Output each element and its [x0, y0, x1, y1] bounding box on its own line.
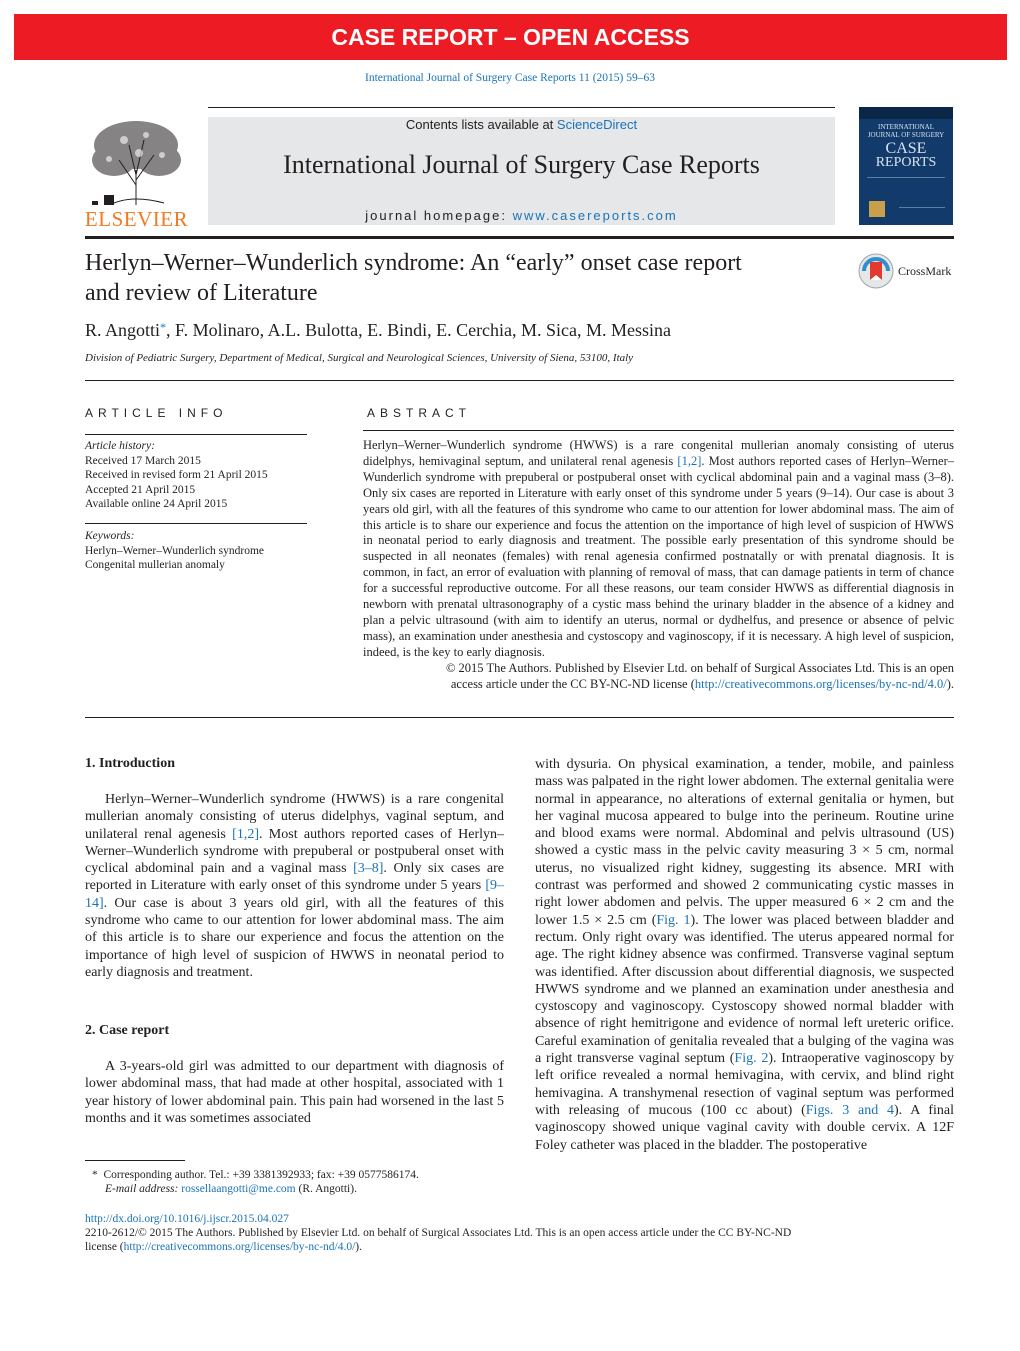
intro-part: Herlyn–Werner–Wunderlich syndrome (HWWS) is a rare congenital mullerian anomaly consisting of uterus didelphys, vaginal septum, and unilateral renal agenesis: [85, 792, 504, 842]
footnote-rule: [85, 1160, 185, 1161]
journal-homepage: [208, 208, 835, 223]
bottom-license-prefix: license (: [85, 1241, 124, 1253]
keywords: [85, 529, 310, 573]
license-suffix: ).: [946, 676, 954, 691]
journal-cover-image: [859, 107, 953, 225]
abstract-part: Herlyn–Werner–Wunderlich syndrome (HWWS) is a rare congenital mullerian anomaly consisting of uterus didelphys, hemivaginal septum, and unilateral renal agenesis: [363, 438, 954, 468]
history-received: Received 17 March 2015: [85, 454, 201, 467]
journal-citation[interactable]: International Journal of Surgery Case Reports 11 (2015) 59–63: [365, 72, 655, 84]
homepage-prefix: journal homepage:: [365, 208, 513, 223]
contents-line: [208, 117, 835, 132]
bottom-copyright: 2210-2612/© 2015 The Authors. Published by Elsevier Ltd. on behalf of Surgical Associates Ltd. This is an open access article under the CC BY-NC-ND: [85, 1227, 792, 1239]
affiliation-rule: [85, 380, 954, 381]
case-heading: 2. Case report: [85, 1023, 170, 1038]
author-star-mark[interactable]: *: [160, 320, 167, 334]
header-top-rule: [208, 107, 835, 108]
case-part: ). A final vaginoscopy showed unique vaginal cavity with double cervix. A 12F Foley catheter was placed in the bladder. The postoperative: [535, 1102, 954, 1153]
abstract-license-link[interactable]: http://creativecommons.org/licenses/by-nc-nd/4.0/: [694, 676, 947, 691]
bottom-info: [85, 1212, 954, 1254]
case-part: ). Intraoperative vaginoscopy by left orifice revealed a normal hemivagina, with cervix, and blind right hemivagina. A transhymenal resection of vaginal septum was performed with releasing of mucous (100 cc about) (: [535, 1051, 954, 1118]
email-suffix: (R. Angotti).: [295, 1183, 357, 1195]
abstract-part: . Most authors reported cases of Herlyn–Werner–Wunderlich syndrome with prepuberal or postpuberal onset with cyclical abdominal pain and a vaginal mass (3–8). Only six cases are reported in Literature with early onset of this syndrome under 5 years (9–14). Our case is about 3 years old girl, with all the features of this syndrome who came to our attention for lower abdominal mass. The aim of this article is to share our experience and focus the attention on the importance of high level of suspicion of HWWS in neonatal period to early diagnosis and treatment. The possible early presentation of this syndrome should be suspected in all neonates (females) with renal agenesia confirmed postnatally or with prenatal diagnosis. It is common, in fact, an error of evaluation with planning of removal of mass, that can damage patients in term of chance for a successful reproductive outcome. For all these reasons, our team consider HWWS as differential diagnosis in newborn with prenatal ultrasonography of a cystic mass behind the urinary bladder in the absence of a kidney and plan a pelvic ultrasound (with aim to identify an uterus, normal or dydhelfus, and presence or absence of pelvic mass), an examination under anesthesia and cystoscopy and vaginoscopy, if it is necessary. A high level of suspicion, indeed, is the key to early diagnosis.: [363, 453, 955, 659]
keywords-label: Keywords:: [85, 530, 135, 542]
case-continued: [535, 756, 954, 1154]
intro-ref-link[interactable]: [1,2]: [232, 826, 259, 842]
banner-text: CASE REPORT – OPEN ACCESS: [331, 24, 690, 50]
abstract-ref-link[interactable]: [1,2]: [677, 453, 702, 468]
history-accepted: Accepted 21 April 2015: [85, 483, 196, 496]
elsevier-wordmark: ELSEVIER: [84, 207, 189, 231]
title-line2: and review of Literature: [85, 280, 318, 306]
article-history: [85, 439, 310, 512]
abstract-license: [363, 677, 954, 693]
crossmark-badge[interactable]: [858, 253, 958, 291]
crossmark-icon: [858, 253, 894, 289]
contents-prefix: Contents lists available at: [405, 117, 557, 132]
footnote: [92, 1168, 512, 1196]
fig1-link[interactable]: Fig. 1: [656, 912, 691, 928]
article-info-rule: [85, 434, 307, 435]
article-info-heading: ARTICLE INFO: [85, 406, 228, 420]
keywords-rule: [85, 523, 307, 524]
doi-link[interactable]: http://dx.doi.org/10.1016/j.ijscr.2015.04.027: [85, 1213, 289, 1225]
journal-title: International Journal of Surgery Case Reports: [283, 150, 760, 179]
homepage-link[interactable]: www.casereports.com: [512, 208, 678, 223]
sciencedirect-link[interactable]: ScienceDirect: [556, 117, 638, 132]
intro-ref-link[interactable]: [3–8]: [353, 861, 384, 877]
case-part: ). The lower was placed between bladder and rectum. Only right ovary was identified. The uterus appeared normal for age. The right kidney absence was confirmed. Transverse vaginal septum was identified. After discussion about differential diagnosis, we suspected HWWS syndrome and we planned an examination under anesthesia and cystoscopy and vaginoscopy. Cystoscopy showed normal bladder with absence of right hemitrigone and evidence of normal left ureteric orifice. Careful examination of genitalia revealed that a bulging of the vagina was a right transverse vaginal septum (: [535, 912, 954, 1067]
author-first: R. Angotti: [85, 320, 161, 340]
crossmark-label: CrossMark: [898, 264, 952, 278]
abstract-bottom-rule: [85, 717, 954, 718]
keyword-item: Congenital mullerian anomaly: [85, 559, 225, 571]
intro-heading: 1. Introduction: [85, 756, 175, 771]
abstract-text: [363, 438, 954, 693]
history-online: Available online 24 April 2015: [85, 498, 228, 510]
author-list: [85, 320, 885, 341]
bottom-license-link[interactable]: http://creativecommons.org/licenses/by-nc-nd/4.0/: [123, 1241, 356, 1253]
footnote-star: *: [92, 1169, 98, 1181]
authors-rest: , F. Molinaro, A.L. Bulotta, E. Bindi, E. Cerchia, M. Sica, M. Messina: [166, 320, 672, 340]
fig2-link[interactable]: Fig. 2: [734, 1051, 769, 1067]
cover-line2: CASE: [885, 140, 927, 157]
author-email-link[interactable]: rossellaangotti@me.com: [181, 1183, 296, 1195]
intro-paragraph: [85, 791, 504, 981]
open-access-banner: [14, 14, 1007, 60]
affiliation: Division of Pediatric Surgery, Department of Medical, Surgical and Neurological Sciences, University of Siena, 53100, Italy: [85, 352, 634, 364]
history-revised: Received in revised form 21 April 2015: [85, 469, 268, 481]
license-prefix: access article under the CC BY-NC-ND license (: [450, 676, 695, 691]
case-paragraph: A 3-years-old girl was admitted to our department with diagnosis of lower abdominal mass, that had made at other hospital, associated with 1 year history of lower abdominal pain. This pain had worsened in the last 5 months and it was sometimes associated: [85, 1059, 504, 1126]
case-part: with dysuria. On physical examination, a tender, mobile, and painless mass was palpated in the right lower abdomen. The external genitalia were normal in appearance, no alterations of external genitalia or hymen, but her vaginal mucosa appeared to bulge into the perineum. Routine urine and blood exams were normal. Abdominal and pelvis ultrasound (US) showed a cystic mass in the pelvic cavity measuring 3 × 5 cm, normal uterus, no visualized right kidney, suggesting its absence. MRI with contrast was performed and showed 2 communicating cystic masses in right lower abdomen and pelvis. The upper measured 6 × 2 cm and the lower 1.5 × 2.5 cm (: [535, 757, 954, 928]
bottom-license-suffix: ).: [355, 1241, 363, 1253]
cover-line1: INTERNATIONAL JOURNAL OF SURGERY: [867, 123, 945, 139]
corresponding-author: Corresponding author. Tel.: +39 3381392933; fax: +39 0577586174.: [103, 1169, 419, 1181]
intro-part: . Most authors reported cases of Herlyn–Werner–Wunderlich syndrome with prepuberal or postpuberal onset with cyclical abdominal pain and a vaginal mass: [85, 826, 504, 877]
intro-part: . Only six cases are reported in Literature with early onset of this syndrome under 5 years: [85, 861, 504, 894]
abstract-rule: [363, 430, 954, 431]
title-line1: Herlyn–Werner–Wunderlich syndrome: An “early” onset case report: [85, 250, 742, 276]
article-title: [85, 248, 845, 308]
fig3-4-link[interactable]: Figs. 3 and 4: [805, 1102, 895, 1118]
intro-ref-link[interactable]: [9–14]: [85, 878, 504, 911]
intro-part: . Our case is about 3 years old girl, with all the features of this syndrome who came to our attention for lower abdominal mass. The aim of this article is to share our experience and focus the attention on the importance of high level of suspicion of HWWS in neonatal period to early diagnosis and treatment.: [85, 895, 504, 980]
abstract-heading: ABSTRACT: [367, 406, 472, 420]
email-label: E-mail address:: [105, 1183, 182, 1195]
header-bottom-rule: [85, 236, 954, 239]
history-label: Article history:: [85, 440, 155, 452]
cover-line3: REPORTS: [875, 155, 937, 170]
elsevier-logo: [84, 115, 189, 230]
abstract-copyright: © 2015 The Authors. Published by Elsevier Ltd. on behalf of Surgical Associates Ltd. This is an open: [445, 660, 954, 675]
keyword-item: Herlyn–Werner–Wunderlich syndrome: [85, 544, 265, 557]
